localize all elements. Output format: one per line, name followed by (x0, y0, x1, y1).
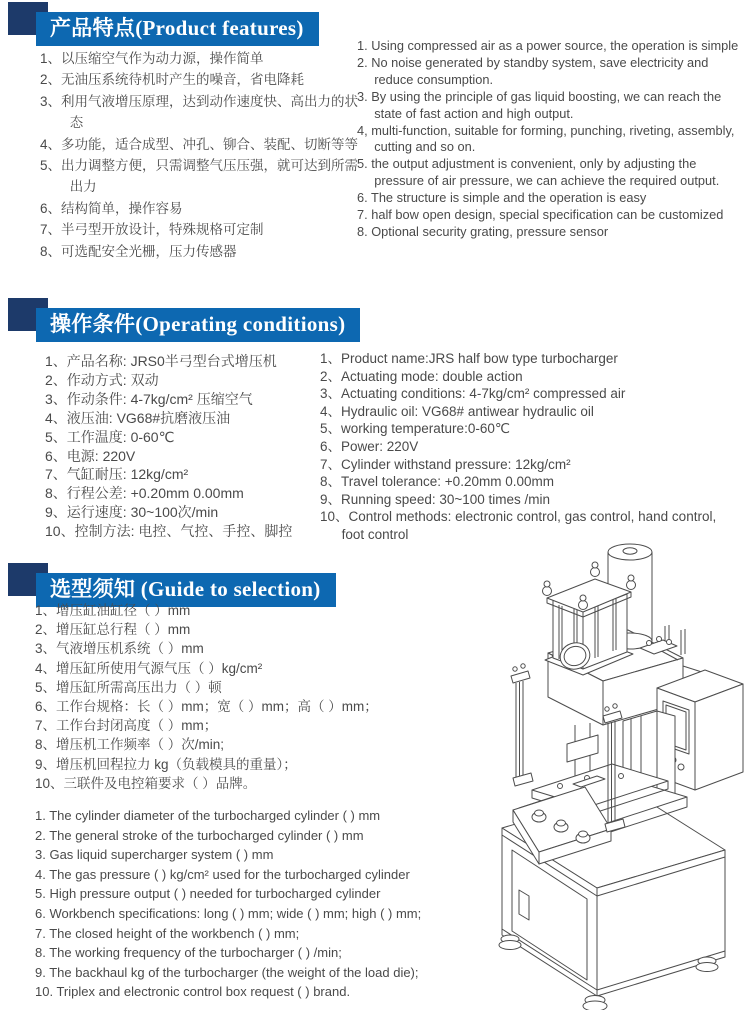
list-item: 3、Actuating conditions: 4-7kg/cm² compressed air (320, 386, 626, 402)
section-title-conditions: 操作条件(Operating conditions) (36, 308, 360, 342)
list-item: 6. Workbench specifications: long ( ) mm; wide ( ) mm; high ( ) mm; (35, 905, 422, 921)
list-item: 4、多功能，适合成型、冲孔、铆合、装配、切断等等 (40, 136, 359, 152)
list-item: 2、作动方式: 双动 (45, 371, 159, 388)
list-item: 6、Power: 220V (320, 438, 419, 454)
list-item: 6、电源: 220V (45, 447, 136, 464)
features-list-en (357, 38, 749, 241)
section-title-features: 产品特点(Product features) (36, 12, 319, 46)
list-item: 9. The backhaul kg of the turbocharger (the weight of the load die); (35, 964, 419, 980)
conditions-list-cn (45, 352, 345, 541)
section-header-conditions (8, 298, 428, 346)
list-item: 10、三联件及电控箱要求（ ）品牌。 (35, 775, 257, 791)
list-item: 4. The gas pressure ( ) kg/cm² used for the turbocharged cylinder (35, 866, 410, 882)
list-item: 2、无油压系统待机时产生的噪音，省电降耗 (40, 72, 305, 88)
conditions-list-en (320, 350, 720, 544)
list-item: 1. Using compressed air as a power source, the operation is simple (357, 38, 739, 53)
list-item: 9、Running speed: 30~100 times /min (320, 491, 551, 507)
list-item: 10. Triplex and electronic control box request ( ) brand. (35, 984, 351, 1000)
list-item: 10、控制方法: 电控、气控、手控、脚控 (45, 523, 293, 540)
machine-illustration (435, 538, 750, 1010)
list-item: 7、工作台封闭高度（ ）mm； (35, 718, 218, 734)
list-item: 5、出力调整方便，只需调整气压压强，就可达到所需出力 (40, 158, 359, 195)
list-item: 5、working temperature:0-60℃ (320, 421, 510, 437)
list-item: 1. The cylinder diameter of the turbocharged cylinder ( ) mm (35, 808, 381, 823)
list-item: 6. The structure is simple and the operation is easy (357, 190, 647, 206)
list-item: 8、增压机工作频率（ ）次/min; (35, 737, 225, 753)
list-item: 4、液压油: VG68#抗磨液压油 (45, 409, 231, 426)
list-item: 1、Product name:JRS half bow type turbocharger (320, 351, 618, 366)
list-item: 5、增压缸所需高压出力（ ）顿 (35, 679, 222, 695)
list-item: 7、气缸耐压: 12kg/cm² (45, 466, 189, 483)
list-item: 9、运行速度: 30~100次/min (45, 504, 219, 521)
list-item: 3. By using the principle of gas liquid boosting, we can reach the state of fast action and high output. (357, 88, 722, 121)
list-item: 8. Optional security grating, pressure sensor (357, 223, 609, 239)
list-item: 7. half bow open design, special specification can be customized (357, 207, 724, 223)
list-item: 9、增压机回程拉力 kg（负载模具的重量）； (35, 756, 297, 772)
list-item: 5、工作温度: 0-60℃ (45, 428, 175, 445)
list-item: 3. Gas liquid supercharger system ( ) mm (35, 847, 274, 863)
list-item: 6、工作台规格：长（ ）mm；宽（ ）mm；高（ ）mm； (35, 699, 378, 715)
list-item: 8、可选配安全光栅，压力传感器 (40, 243, 237, 259)
list-item: 2. No noise generated by standby system, save electricity and reduce consumption. (357, 54, 709, 87)
list-item: 7、Cylinder withstand pressure: 12kg/cm² (320, 456, 571, 472)
list-item: 2. The general stroke of the turbocharged cylinder ( ) mm (35, 827, 364, 843)
list-item: 3、利用气液增压原理，达到动作速度快、高出力的状态 (40, 93, 359, 131)
list-item: 2、Actuating mode: double action (320, 368, 523, 384)
list-item: 8、Travel tolerance: +0.20mm 0.00mm (320, 474, 554, 490)
list-item: 2、增压缸总行程（ ）mm (35, 622, 191, 638)
section-title-selection: 选型须知 (Guide to selection) (36, 573, 336, 607)
list-item: 1、产品名称: JRS0半弓型台式增压机 (45, 353, 277, 369)
list-item: 4、Hydraulic oil: VG68# antiwear hydraulic oil (320, 403, 594, 419)
features-list-cn (40, 48, 358, 262)
list-item: 6、结构简单，操作容易 (40, 200, 183, 216)
list-item: 8. The working frequency of the turbocharger ( ) /min; (35, 945, 342, 961)
list-item: 4, multi-function, suitable for forming, punching, riveting, assembly, cutting and so on. (357, 122, 735, 155)
list-item: 10、Control methods: electronic control, gas control, hand control, foot control (320, 509, 717, 542)
list-item: 5. High pressure output ( ) needed for turbocharged cylinder (35, 886, 381, 902)
selection-list-cn (35, 601, 465, 793)
selection-list-en (35, 806, 495, 1002)
list-item: 3、作动条件: 4-7kg/cm² 压缩空气 (45, 390, 253, 407)
list-item: 7、半弓型开放设计，特殊规格可定制 (40, 222, 264, 238)
list-item: 1、增压缸油缸径（ ）mm (35, 603, 191, 618)
list-item: 1、以压缩空气作为动力源，操作简单 (40, 51, 264, 66)
list-item: 4、增压缸所使用气源气压（ ）kg/cm² (35, 660, 263, 676)
list-item: 3、气液增压机系统（ ）mm (35, 641, 204, 657)
list-item: 7. The closed height of the workbench ( ) mm; (35, 925, 300, 941)
list-item: 8、行程公差: +0.20mm 0.00mm (45, 485, 244, 502)
list-item: 5. the output adjustment is convenient, only by adjusting the pressure of air pressure, we can achieve the required output. (357, 156, 720, 189)
